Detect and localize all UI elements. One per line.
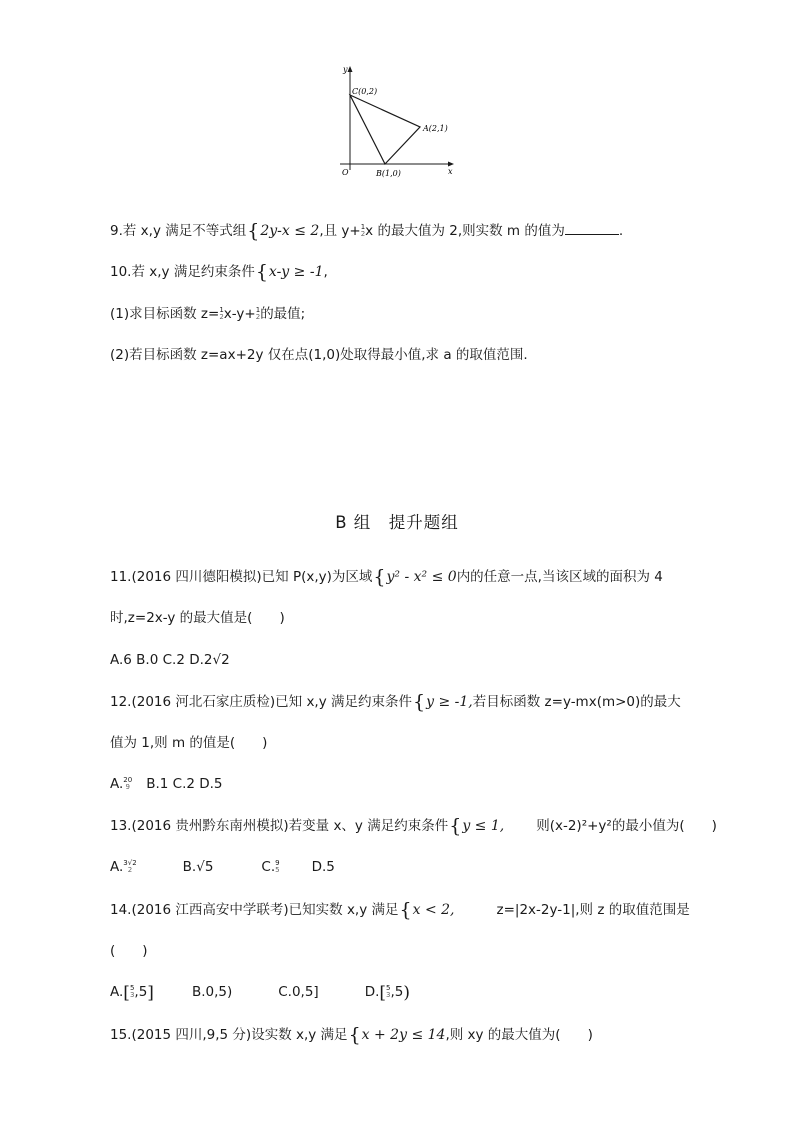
q14-opt-d-tail: ,5 (390, 984, 404, 1000)
x-axis-arrow (448, 162, 454, 167)
q14-text-c: z=|2x-2y-1|,则 z 的取值范围是 (496, 902, 690, 918)
fraction-denominator: 9 (125, 783, 130, 791)
fraction-numerator: 9 (275, 859, 280, 867)
q11-text-c: 内的任意一点,当该区域的面积为 4 (456, 569, 663, 585)
q10-1-text-a: (1)求目标函数 z= (110, 306, 220, 322)
fraction-numerator: 3√2 (123, 859, 137, 867)
q14-text-a: 14.(2016 江西高安中学联考)已知实数 x,y 满足 (110, 902, 399, 918)
q15-inequality: x + 2y ≤ 14 (361, 1027, 446, 1043)
q9-text-e: . (618, 223, 624, 239)
coordinate-figure (330, 60, 470, 185)
fraction-numerator: 1 (255, 306, 261, 314)
q9-text-d: x 的最大值为 2,则实数 m 的值为 (365, 223, 565, 239)
brace-icon: { (399, 899, 412, 921)
q12-text-a: 12.(2016 河北石家庄质检)已知 x,y 满足约束条件 (110, 694, 413, 710)
q9-text-c: ,且 y+ (319, 223, 361, 239)
question-14-line-2 (110, 941, 148, 961)
brace-icon: { (348, 1024, 361, 1046)
q14-opt-a: A. (110, 984, 124, 1000)
q14-opt-d: D. (364, 984, 380, 1000)
q13-opt-b: B.√5 (182, 859, 214, 875)
q13-opt-d: D.5 (311, 859, 335, 875)
q11-inequality: y² - x² ≤ 0 (386, 569, 457, 585)
q12-opt-rest: B.1 C.2 D.5 (146, 776, 223, 792)
point-a-label: A(2,1) (423, 124, 448, 133)
brace-icon: { (373, 566, 386, 588)
fraction-numerator: 1 (219, 306, 224, 314)
right-paren-icon: ) (403, 983, 411, 1003)
q13-text-c: 则(x-2)²+y²的最小值为( ) (536, 818, 717, 834)
question-10-part-2 (110, 345, 528, 365)
q12-text-c: 若目标函数 z=y-mx(m>0)的最大 (472, 694, 681, 710)
q11-text-a: 11.(2016 四川德阳模拟)已知 P(x,y)为区域 (110, 569, 373, 585)
question-12-options (110, 774, 223, 794)
q13-opt-a-fraction (123, 860, 136, 874)
q13-opt-c: C. (261, 859, 276, 875)
q12-inequality: y ≥ -1, (426, 694, 473, 710)
question-11-line-2 (110, 608, 285, 628)
q13-inequality: y ≤ 1, (462, 818, 505, 834)
question-9 (110, 221, 623, 241)
q11-options: A.6 B.0 C.2 D.2√2 (110, 652, 230, 668)
question-11 (110, 567, 663, 587)
fraction-denominator: 3 (129, 991, 135, 999)
question-13-options (110, 857, 335, 877)
fraction-numerator: 5 (386, 984, 391, 992)
question-15 (110, 1025, 593, 1045)
question-14-options (110, 982, 410, 1003)
q10-text-a: 10.若 x,y 满足约束条件 (110, 264, 255, 280)
q12-opt-a: A. (110, 776, 124, 792)
axis-label-x: x (448, 167, 453, 176)
q14-line2: ( ) (110, 943, 148, 959)
q10-1-text-c: 的最值; (260, 306, 306, 322)
q13-opt-c-fraction (275, 860, 279, 874)
q10-2-text: (2)若目标函数 z=ax+2y 仅在点(1,0)处取得最小值,求 a 的取值范围. (110, 347, 528, 363)
y-axis-arrow (348, 66, 353, 72)
fraction-denominator: 3 (386, 991, 391, 999)
q14-opt-a-tail: ,5 (134, 984, 148, 1000)
q9-text-a: 9.若 x,y 满足不等式组 (110, 223, 247, 239)
question-10-part-1 (110, 304, 305, 324)
brace-icon: { (449, 815, 462, 837)
triangle-abc (350, 95, 420, 164)
question-10 (110, 262, 328, 282)
q14-inequality: x < 2, (412, 902, 455, 918)
point-b-label: B(1,0) (376, 169, 401, 178)
question-12 (110, 692, 681, 712)
fraction-denominator: 2 (360, 230, 366, 238)
q14-opt-c: C.0,5] (278, 984, 319, 1000)
question-11-options (110, 650, 230, 670)
question-12-line-2 (110, 733, 267, 753)
q12-line2: 值为 1,则 m 的值是( ) (110, 735, 268, 751)
fraction-denominator: 5 (275, 866, 280, 874)
q15-text-a: 15.(2015 四川,9,5 分)设实数 x,y 满足 (110, 1027, 348, 1043)
q14-opt-b: B.0,5) (191, 984, 233, 1000)
axis-label-y: y (343, 65, 348, 74)
q11-line2: 时,z=2x-y 的最大值是( ) (110, 610, 285, 626)
right-bracket-icon: ] (147, 983, 154, 1003)
origin-label: O (342, 168, 349, 177)
fraction-numerator: 1 (360, 223, 366, 231)
brace-icon: { (255, 261, 268, 283)
q15-text-c: ,则 xy 的最大值为( ) (445, 1027, 593, 1043)
question-14 (110, 900, 690, 920)
q9-inequality: 2y-x ≤ 2 (260, 223, 320, 239)
question-13 (110, 816, 717, 836)
q9-answer-blank (565, 222, 619, 235)
brace-icon: { (247, 220, 260, 242)
fraction-numerator: 20 (123, 776, 133, 784)
left-bracket-icon: [ (379, 983, 387, 1003)
point-c-label: C(0,2) (352, 87, 378, 96)
q10-1-text-b: x-y+ (223, 306, 256, 322)
fraction-denominator: 2 (127, 866, 133, 874)
q10-text-c: , (323, 264, 328, 280)
q10-inequality: x-y ≥ -1 (268, 264, 324, 280)
fraction-denominator: 2 (255, 313, 261, 321)
section-heading: B 组 提升题组 (335, 513, 459, 532)
q12-opt-a-fraction (123, 777, 132, 791)
fraction-numerator: 5 (129, 984, 135, 992)
fraction-denominator: 2 (219, 313, 224, 321)
q13-text-a: 13.(2016 贵州黔东南州模拟)若变量 x、y 满足约束条件 (110, 818, 449, 834)
brace-icon: { (413, 691, 426, 713)
q13-opt-a: A. (110, 859, 124, 875)
left-bracket-icon: [ (123, 983, 130, 1003)
